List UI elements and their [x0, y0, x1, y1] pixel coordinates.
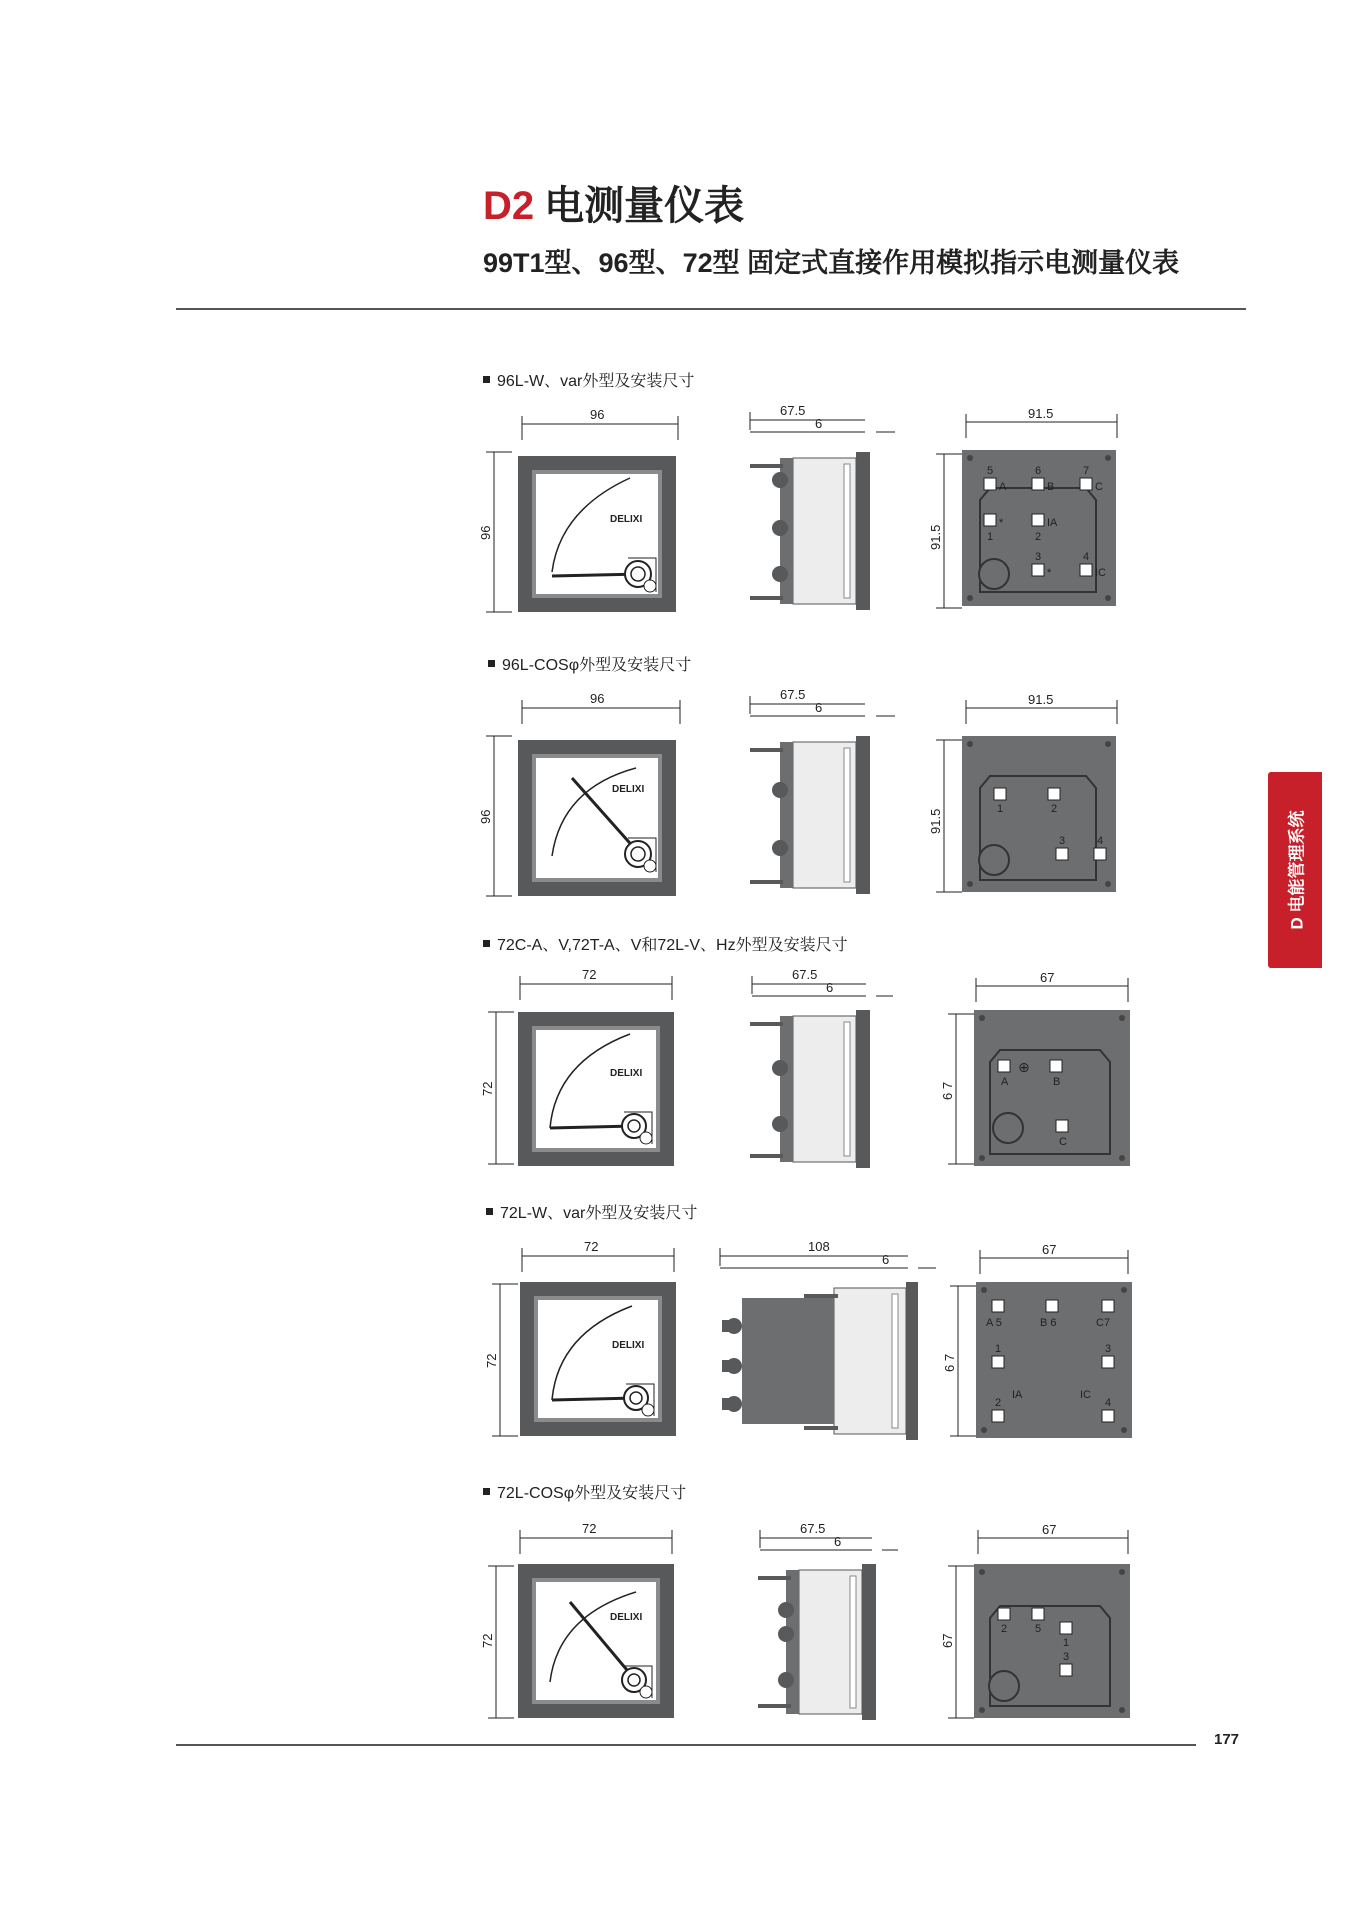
brand-logo: DELIXI [610, 514, 643, 525]
svg-text:67: 67 [1040, 970, 1055, 985]
svg-text:⊕: ⊕ [1018, 1059, 1030, 1075]
side-tab-label: D 电能管理系统 [1287, 810, 1307, 930]
svg-text:91.5: 91.5 [1028, 692, 1054, 707]
section-name: 电测量仪表 [544, 184, 745, 228]
side-flange-label: 6 [815, 416, 823, 431]
svg-text:67.5: 67.5 [792, 967, 818, 982]
svg-text:72: 72 [582, 1521, 597, 1536]
svg-text:4: 4 [1105, 1397, 1112, 1409]
svg-text:6 7: 6 7 [942, 1353, 957, 1372]
svg-text:C7: C7 [1096, 1317, 1111, 1329]
svg-text:A 5: A 5 [986, 1317, 1002, 1329]
svg-text:2: 2 [1051, 803, 1058, 815]
svg-text:DELIXI: DELIXI [612, 784, 645, 795]
svg-text:*: * [1047, 567, 1052, 579]
svg-text:B: B [1047, 481, 1055, 493]
svg-text:72: 72 [484, 1353, 499, 1368]
svg-text:2: 2 [995, 1397, 1002, 1409]
page-subtitle: 99T1型、96型、72型 固定式直接作用模拟指示电测量仪表 [483, 248, 1180, 278]
svg-text:1: 1 [987, 531, 994, 543]
front-width-label: 96 [590, 691, 605, 706]
svg-text:DELIXI: DELIXI [610, 1068, 643, 1079]
section-code: D2 [483, 184, 535, 228]
svg-text:67: 67 [1042, 1522, 1057, 1537]
section-title: 96L-COSφ外型及安装尺寸 [488, 656, 691, 676]
svg-text:67: 67 [940, 1633, 955, 1648]
side-depth-label: 67.5 [780, 403, 806, 418]
svg-text:IA: IA [1012, 1389, 1023, 1401]
top-divider [176, 308, 1246, 310]
section-title: 96L-W、var外型及安装尺寸 [483, 372, 694, 392]
drawing-section-1 [0, 360, 1356, 640]
drawing-svg [0, 360, 1356, 640]
svg-text:B 6: B 6 [1040, 1317, 1057, 1329]
svg-text:72: 72 [582, 967, 597, 982]
drawing-svg [0, 1476, 1356, 1756]
drawing-section-4 [0, 1196, 1356, 1476]
front-height-label: 96 [478, 525, 493, 540]
svg-text:2: 2 [1035, 531, 1042, 543]
svg-text:1: 1 [995, 1343, 1002, 1355]
svg-text:6: 6 [834, 1534, 842, 1549]
svg-text:91.5: 91.5 [928, 808, 943, 834]
svg-text:4: 4 [1083, 551, 1090, 563]
drawing-svg [0, 648, 1356, 928]
bottom-divider [176, 1744, 1196, 1746]
svg-text:7: 7 [1083, 465, 1090, 477]
svg-text:*: * [999, 517, 1004, 529]
section-title: 72L-W、var外型及安装尺寸 [486, 1204, 697, 1224]
rear-panel [974, 1010, 1130, 1166]
svg-text:1: 1 [1063, 1637, 1070, 1649]
section-title: 72C-A、V,72T-A、V和72L-V、Hz外型及安装尺寸 [483, 936, 848, 956]
section-heading [483, 182, 744, 230]
svg-text:3: 3 [1063, 1651, 1070, 1663]
rear-height-label: 91.5 [928, 524, 943, 550]
rear-width-label: 91.5 [1028, 406, 1054, 421]
svg-text:72: 72 [480, 1633, 495, 1648]
svg-text:108: 108 [808, 1239, 830, 1254]
svg-text:3: 3 [1035, 551, 1042, 563]
svg-text:4: 4 [1097, 835, 1104, 847]
svg-text:A: A [999, 481, 1007, 493]
svg-text:IC: IC [1095, 567, 1106, 579]
svg-text:C: C [1095, 481, 1103, 493]
svg-text:6: 6 [1035, 465, 1042, 477]
svg-text:3: 3 [1105, 1343, 1112, 1355]
svg-text:6: 6 [826, 980, 834, 995]
page-number: 177 [1214, 1731, 1240, 1748]
drawing-svg [0, 928, 1356, 1208]
front-width-label: 96 [590, 407, 605, 422]
svg-text:B: B [1053, 1076, 1061, 1088]
svg-text:72: 72 [480, 1081, 495, 1096]
svg-text:67.5: 67.5 [800, 1521, 826, 1536]
svg-text:5: 5 [987, 465, 994, 477]
drawing-section-3 [0, 928, 1356, 1208]
svg-text:DELIXI: DELIXI [612, 1340, 645, 1351]
drawing-section-2 [0, 648, 1356, 928]
drawing-section-5 [0, 1476, 1356, 1756]
svg-text:67.5: 67.5 [780, 687, 806, 702]
svg-text:IA: IA [1047, 517, 1058, 529]
svg-text:2: 2 [1001, 1623, 1008, 1635]
svg-text:C: C [1059, 1136, 1067, 1148]
section-title: 72L-COSφ外型及安装尺寸 [483, 1484, 686, 1504]
svg-text:6: 6 [815, 700, 823, 715]
svg-text:IC: IC [1080, 1389, 1091, 1401]
svg-text:72: 72 [584, 1239, 599, 1254]
svg-text:6: 6 [882, 1252, 890, 1267]
drawing-svg [0, 1196, 1356, 1476]
svg-text:67: 67 [1042, 1242, 1057, 1257]
svg-text:A: A [1001, 1076, 1009, 1088]
svg-text:1: 1 [997, 803, 1004, 815]
svg-text:5: 5 [1035, 1623, 1042, 1635]
svg-text:DELIXI: DELIXI [610, 1612, 643, 1623]
svg-text:3: 3 [1059, 835, 1066, 847]
front-height-label: 96 [478, 809, 493, 824]
svg-text:6 7: 6 7 [940, 1081, 955, 1100]
